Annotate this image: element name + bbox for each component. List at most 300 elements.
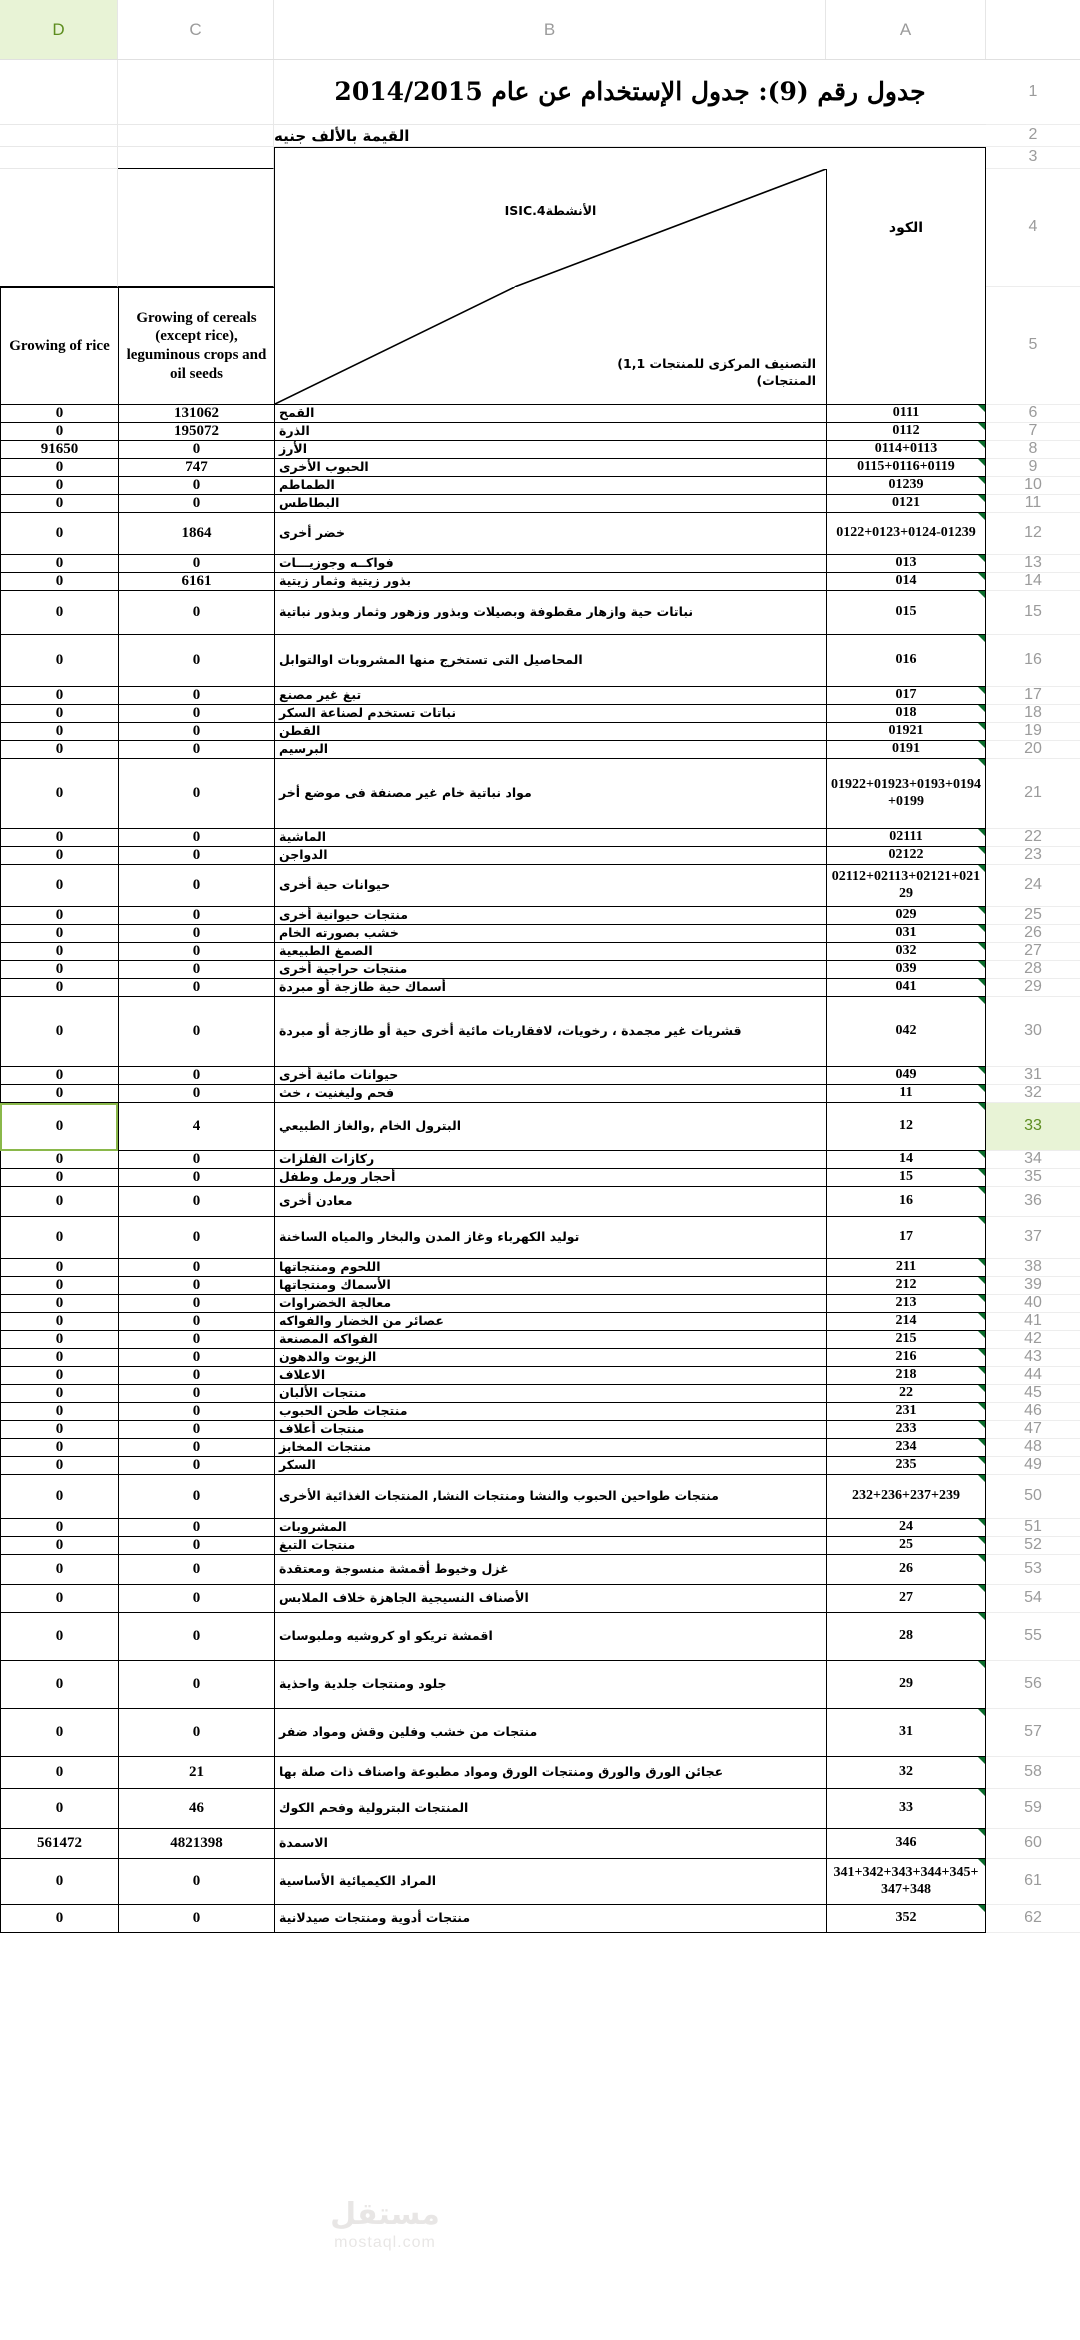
table-row[interactable]	[0, 635, 1080, 687]
table-row[interactable]	[0, 1103, 1080, 1151]
table-row[interactable]	[0, 741, 1080, 759]
cell-code[interactable]: 039	[826, 961, 986, 979]
cell-column-c[interactable]: 0	[118, 441, 274, 459]
table-row[interactable]	[0, 961, 1080, 979]
cell-code[interactable]: 029	[826, 907, 986, 925]
cell-code[interactable]: 15	[826, 1169, 986, 1187]
cell-column-d[interactable]: 0	[0, 1519, 118, 1537]
cell-column-d[interactable]: 0	[0, 705, 118, 723]
cell-column-c[interactable]: 0	[118, 865, 274, 907]
table-row[interactable]	[0, 555, 1080, 573]
cell-column-d[interactable]: 0	[0, 1169, 118, 1187]
cell-code[interactable]: 013	[826, 555, 986, 573]
table-row[interactable]	[0, 591, 1080, 635]
cell-column-d[interactable]: 0	[0, 1385, 118, 1403]
cell-column-c[interactable]: 0	[118, 1585, 274, 1613]
cell-column-c[interactable]: 0	[118, 1067, 274, 1085]
row-number[interactable]: 16	[986, 635, 1080, 687]
cell-product-description[interactable]: حيوانات مائية أخرى	[274, 1067, 826, 1085]
row-number[interactable]: 12	[986, 513, 1080, 555]
cell-code[interactable]: 25	[826, 1537, 986, 1555]
cell-product-description[interactable]: البترول الخام ,والغاز الطبيعي	[274, 1103, 826, 1151]
cell-product-description[interactable]: الاسمدة	[274, 1829, 826, 1859]
cell-code[interactable]: 14	[826, 1151, 986, 1169]
row-number[interactable]: 35	[986, 1169, 1080, 1187]
row-number[interactable]: 51	[986, 1519, 1080, 1537]
cell-code[interactable]: 0115+0116+0119	[826, 459, 986, 477]
column-header-b[interactable]: B	[274, 0, 826, 59]
row-number[interactable]: 26	[986, 925, 1080, 943]
row-number[interactable]: 37	[986, 1217, 1080, 1259]
cell-column-c[interactable]: 0	[118, 1277, 274, 1295]
cell-code[interactable]: 02122	[826, 847, 986, 865]
cell-column-d[interactable]: 0	[0, 1331, 118, 1349]
table-row[interactable]	[0, 723, 1080, 741]
row-number[interactable]: 58	[986, 1757, 1080, 1789]
cell-product-description[interactable]: المحاصيل التى تستخرج منها المشروبات اوالتوابل	[274, 635, 826, 687]
table-row[interactable]	[0, 1661, 1080, 1709]
cell-code[interactable]: 041	[826, 979, 986, 997]
cell-column-c[interactable]: 0	[118, 1331, 274, 1349]
table-row[interactable]	[0, 1331, 1080, 1349]
row-number[interactable]: 53	[986, 1555, 1080, 1585]
cell-column-d[interactable]: 0	[0, 477, 118, 495]
table-row[interactable]	[0, 907, 1080, 925]
cell-column-c[interactable]: 0	[118, 943, 274, 961]
cell-code[interactable]: 29	[826, 1661, 986, 1709]
cell-column-d[interactable]: 0	[0, 925, 118, 943]
cell-column-d[interactable]: 0	[0, 741, 118, 759]
row-number[interactable]: 43	[986, 1349, 1080, 1367]
table-row[interactable]	[0, 1585, 1080, 1613]
cell-column-c[interactable]: 0	[118, 741, 274, 759]
cell-product-description[interactable]: توليد الكهرباء وغاز المدن والبخار والمياه الساخنة	[274, 1217, 826, 1259]
cell-column-d[interactable]: 0	[0, 1661, 118, 1709]
cell-column-d[interactable]: 0	[0, 723, 118, 741]
row-number-2[interactable]: 2	[986, 125, 1080, 147]
cell-column-c[interactable]: 0	[118, 961, 274, 979]
cell-product-description[interactable]: منتجات حيوانية أخرى	[274, 907, 826, 925]
cell-column-d[interactable]: 0	[0, 1295, 118, 1313]
cell-column-c[interactable]: 195072	[118, 423, 274, 441]
row-number[interactable]: 57	[986, 1709, 1080, 1757]
row-number[interactable]: 62	[986, 1905, 1080, 1933]
cell-column-c[interactable]: 0	[118, 591, 274, 635]
cell-product-description[interactable]: تبغ غير مصنع	[274, 687, 826, 705]
cell-column-d[interactable]: 0	[0, 1067, 118, 1085]
cell-column-d[interactable]: 0	[0, 1421, 118, 1439]
cell-column-d[interactable]: 0	[0, 1439, 118, 1457]
cell-column-c[interactable]: 0	[118, 1295, 274, 1313]
cell-code[interactable]: 017	[826, 687, 986, 705]
cell-code[interactable]: 211	[826, 1259, 986, 1277]
cell-column-d[interactable]: 0	[0, 513, 118, 555]
row-number[interactable]: 30	[986, 997, 1080, 1067]
cell-code[interactable]: 01922+01923+0193+0194+0199	[826, 759, 986, 829]
row-number[interactable]: 7	[986, 423, 1080, 441]
cell-column-d[interactable]: 0	[0, 865, 118, 907]
table-row[interactable]	[0, 997, 1080, 1067]
row-number[interactable]: 20	[986, 741, 1080, 759]
cell-code[interactable]: 01239	[826, 477, 986, 495]
cell-code[interactable]: 232+236+237+239	[826, 1475, 986, 1519]
cell-product-description[interactable]: حيوانات حية أخرى	[274, 865, 826, 907]
cell-column-d[interactable]: 0	[0, 759, 118, 829]
cell-code[interactable]: 341+342+343+344+345+347+348	[826, 1859, 986, 1905]
row-number[interactable]: 55	[986, 1613, 1080, 1661]
cell-product-description[interactable]: البرسيم	[274, 741, 826, 759]
row-number[interactable]: 17	[986, 687, 1080, 705]
table-row[interactable]	[0, 705, 1080, 723]
cell-column-d[interactable]: 0	[0, 1613, 118, 1661]
table-row[interactable]	[0, 1067, 1080, 1085]
row-number[interactable]: 6	[986, 405, 1080, 423]
cell-code[interactable]: 049	[826, 1067, 986, 1085]
row-number[interactable]: 45	[986, 1385, 1080, 1403]
table-row[interactable]	[0, 1367, 1080, 1385]
row-number[interactable]: 18	[986, 705, 1080, 723]
cell-column-d[interactable]: 0	[0, 1789, 118, 1829]
row-number[interactable]: 25	[986, 907, 1080, 925]
table-row[interactable]	[0, 1085, 1080, 1103]
table-row[interactable]	[0, 1313, 1080, 1331]
row-number[interactable]: 56	[986, 1661, 1080, 1709]
cell-product-description[interactable]: الصمغ الطبيعية	[274, 943, 826, 961]
cell-product-description[interactable]: أحجار ورمل وطفل	[274, 1169, 826, 1187]
row-number[interactable]: 60	[986, 1829, 1080, 1859]
row-number[interactable]: 39	[986, 1277, 1080, 1295]
cell-product-description[interactable]: منتجات المخابز	[274, 1439, 826, 1457]
cell-column-c[interactable]: 0	[118, 925, 274, 943]
row-number[interactable]: 52	[986, 1537, 1080, 1555]
cell-code[interactable]: 234	[826, 1439, 986, 1457]
cell-column-c[interactable]: 0	[118, 1349, 274, 1367]
row-number[interactable]: 29	[986, 979, 1080, 997]
table-row[interactable]	[0, 1277, 1080, 1295]
column-header-d[interactable]: D	[0, 0, 118, 59]
cell-product-description[interactable]: معادن أخرى	[274, 1187, 826, 1217]
table-row[interactable]	[0, 1217, 1080, 1259]
row-number[interactable]: 24	[986, 865, 1080, 907]
table-row[interactable]	[0, 513, 1080, 555]
table-row[interactable]	[0, 1421, 1080, 1439]
cell-column-c[interactable]: 0	[118, 907, 274, 925]
cell-column-c[interactable]: 0	[118, 1475, 274, 1519]
cell-code[interactable]: 216	[826, 1349, 986, 1367]
cell-column-d[interactable]: 0	[0, 1403, 118, 1421]
cell-column-d[interactable]: 0	[0, 1277, 118, 1295]
cell-column-d[interactable]: 0	[0, 829, 118, 847]
table-row[interactable]	[0, 1555, 1080, 1585]
cell-column-d[interactable]: 0	[0, 495, 118, 513]
cell-column-d[interactable]: 0	[0, 1555, 118, 1585]
table-row[interactable]	[0, 1757, 1080, 1789]
row-number[interactable]: 21	[986, 759, 1080, 829]
row-number[interactable]: 23	[986, 847, 1080, 865]
cell-code[interactable]: 231	[826, 1403, 986, 1421]
row-number[interactable]: 46	[986, 1403, 1080, 1421]
cell-product-description[interactable]: غزل وخيوط أقمشة منسوجة ومعتقدة	[274, 1555, 826, 1585]
cell-code[interactable]: 016	[826, 635, 986, 687]
cell-column-c[interactable]: 1864	[118, 513, 274, 555]
cell-column-c[interactable]: 46	[118, 1789, 274, 1829]
cell-product-description[interactable]: المراد الكيميائية الأساسية	[274, 1859, 826, 1905]
table-row[interactable]	[0, 1439, 1080, 1457]
cell-column-c[interactable]: 0	[118, 1439, 274, 1457]
cell-column-d[interactable]: 0	[0, 591, 118, 635]
table-row[interactable]	[0, 1403, 1080, 1421]
cell-product-description[interactable]: نباتات حية وازهار مقطوفة وبصيلات وبذور وزهور وثمار وبذور نباتية	[274, 591, 826, 635]
table-row[interactable]	[0, 1789, 1080, 1829]
table-row[interactable]	[0, 423, 1080, 441]
cell-column-d[interactable]: 0	[0, 1313, 118, 1331]
row-number[interactable]: 59	[986, 1789, 1080, 1829]
row-number[interactable]: 15	[986, 591, 1080, 635]
cell-product-description[interactable]: قشريات غير مجمدة ، رخويات، لافقاريات مائية أخرى حية أو طازجة أو مبردة	[274, 997, 826, 1067]
cell-column-d[interactable]: 0	[0, 961, 118, 979]
cell-code[interactable]: 28	[826, 1613, 986, 1661]
cell-product-description[interactable]: بذور زيتية وثمار زيتية	[274, 573, 826, 591]
row-number[interactable]: 22	[986, 829, 1080, 847]
cell-column-c[interactable]: 0	[118, 1169, 274, 1187]
cell-code[interactable]: 014	[826, 573, 986, 591]
cell-code[interactable]: 0122+0123+0124-01239	[826, 513, 986, 555]
cell-column-c[interactable]: 0	[118, 723, 274, 741]
cell-product-description[interactable]: الحبوب الأخرى	[274, 459, 826, 477]
cell-code[interactable]: 042	[826, 997, 986, 1067]
table-row[interactable]	[0, 477, 1080, 495]
cell-column-d[interactable]: 0	[0, 1457, 118, 1475]
table-row[interactable]	[0, 1537, 1080, 1555]
row-number[interactable]: 49	[986, 1457, 1080, 1475]
cell-code[interactable]: 233	[826, 1421, 986, 1439]
cell-column-c[interactable]: 0	[118, 847, 274, 865]
table-row[interactable]	[0, 829, 1080, 847]
cell-product-description[interactable]: منتجات أعلاف	[274, 1421, 826, 1439]
cell-column-c[interactable]: 0	[118, 759, 274, 829]
cell-product-description[interactable]: منتجات الألبان	[274, 1385, 826, 1403]
cell-column-d[interactable]: 0	[0, 1585, 118, 1613]
cell-product-description[interactable]: القمح	[274, 405, 826, 423]
table-row[interactable]	[0, 1905, 1080, 1933]
row-number-3[interactable]: 3	[986, 147, 1080, 169]
cell-product-description[interactable]: اللحوم ومنتجاتها	[274, 1259, 826, 1277]
row-number[interactable]: 11	[986, 495, 1080, 513]
cell-column-c[interactable]: 0	[118, 1259, 274, 1277]
cell-code[interactable]: 26	[826, 1555, 986, 1585]
row-number[interactable]: 34	[986, 1151, 1080, 1169]
cell-column-d[interactable]: 0	[0, 1905, 118, 1933]
cell-column-d[interactable]: 0	[0, 459, 118, 477]
cell-column-d[interactable]: 0	[0, 555, 118, 573]
table-row[interactable]	[0, 979, 1080, 997]
cell-product-description[interactable]: منتجات من خشب وفلين وقش ومواد ضفر	[274, 1709, 826, 1757]
row-number[interactable]: 36	[986, 1187, 1080, 1217]
cell-code[interactable]: 24	[826, 1519, 986, 1537]
cell-column-c[interactable]: 0	[118, 1555, 274, 1585]
row-number[interactable]: 61	[986, 1859, 1080, 1905]
cell-code[interactable]: 0112	[826, 423, 986, 441]
row-number[interactable]: 50	[986, 1475, 1080, 1519]
cell-product-description[interactable]: القطن	[274, 723, 826, 741]
cell-code[interactable]: 01921	[826, 723, 986, 741]
table-row[interactable]	[0, 865, 1080, 907]
row-number[interactable]: 42	[986, 1331, 1080, 1349]
row-number[interactable]: 33	[986, 1103, 1080, 1151]
cell-column-d[interactable]: 561472	[0, 1829, 118, 1859]
cell-product-description[interactable]: الفواكه المصنعة	[274, 1331, 826, 1349]
cell-code[interactable]: 12	[826, 1103, 986, 1151]
cell-column-c[interactable]: 0	[118, 1421, 274, 1439]
cell-product-description[interactable]: ركازات الفلزات	[274, 1151, 826, 1169]
cell-column-d[interactable]: 0	[0, 687, 118, 705]
row-number[interactable]: 27	[986, 943, 1080, 961]
cell-code[interactable]: 02112+02113+02121+02129	[826, 865, 986, 907]
cell-code[interactable]: 0191	[826, 741, 986, 759]
table-row[interactable]	[0, 459, 1080, 477]
table-row[interactable]	[0, 1385, 1080, 1403]
cell-column-c[interactable]: 0	[118, 1313, 274, 1331]
row-number[interactable]: 32	[986, 1085, 1080, 1103]
cell-column-d[interactable]: 0	[0, 573, 118, 591]
cell-column-c[interactable]: 0	[118, 705, 274, 723]
cell-code[interactable]: 235	[826, 1457, 986, 1475]
cell-column-d[interactable]: 0	[0, 907, 118, 925]
table-row[interactable]	[0, 1295, 1080, 1313]
table-row[interactable]	[0, 1151, 1080, 1169]
cell-code[interactable]: 0111	[826, 405, 986, 423]
cell-product-description[interactable]: منتجات طواحين الحبوب والنشا ومنتجات النشا, المنتجات الغذائية الأخرى	[274, 1475, 826, 1519]
cell-code[interactable]: 352	[826, 1905, 986, 1933]
table-row[interactable]	[0, 1519, 1080, 1537]
cell-column-c[interactable]: 0	[118, 635, 274, 687]
cell-product-description[interactable]: الذرة	[274, 423, 826, 441]
cell-column-d[interactable]: 0	[0, 1187, 118, 1217]
table-row[interactable]	[0, 943, 1080, 961]
cell-code[interactable]: 215	[826, 1331, 986, 1349]
cell-product-description[interactable]: عصائر من الخضار والفواكه	[274, 1313, 826, 1331]
cell-product-description[interactable]: الأسماك ومنتجاتها	[274, 1277, 826, 1295]
cell-product-description[interactable]: جلود ومنتجات جلدية واحذية	[274, 1661, 826, 1709]
row-number[interactable]: 31	[986, 1067, 1080, 1085]
cell-code[interactable]: 213	[826, 1295, 986, 1313]
cell-column-c[interactable]: 4	[118, 1103, 274, 1151]
cell-product-description[interactable]: الاعلاف	[274, 1367, 826, 1385]
cell-product-description[interactable]: السكر	[274, 1457, 826, 1475]
cell-code[interactable]: 33	[826, 1789, 986, 1829]
cell-product-description[interactable]: مواد نباتية خام غير مصنفة فى موضع أخر	[274, 759, 826, 829]
row-number[interactable]: 44	[986, 1367, 1080, 1385]
cell-column-d[interactable]: 0	[0, 1537, 118, 1555]
cell-column-c[interactable]: 0	[118, 1085, 274, 1103]
cell-product-description[interactable]: عجائن الورق والورق ومنتجات الورق ومواد مطبوعة واصناف ذات صلة بها	[274, 1757, 826, 1789]
row-number[interactable]: 48	[986, 1439, 1080, 1457]
cell-code[interactable]: 02111	[826, 829, 986, 847]
cell-column-d[interactable]: 0	[0, 1103, 118, 1151]
cell-column-d[interactable]: 0	[0, 943, 118, 961]
cell-column-d[interactable]: 0	[0, 1085, 118, 1103]
row-number-4[interactable]: 4	[986, 169, 1080, 287]
cell-column-c[interactable]: 0	[118, 1385, 274, 1403]
row-number[interactable]: 13	[986, 555, 1080, 573]
cell-column-c[interactable]: 0	[118, 1613, 274, 1661]
row-number[interactable]: 54	[986, 1585, 1080, 1613]
table-row[interactable]	[0, 441, 1080, 459]
row-number[interactable]: 8	[986, 441, 1080, 459]
cell-column-d[interactable]: 0	[0, 979, 118, 997]
cell-column-c[interactable]: 747	[118, 459, 274, 477]
table-row[interactable]	[0, 847, 1080, 865]
cell-product-description[interactable]: منتجات طحن الحبوب	[274, 1403, 826, 1421]
cell-column-c[interactable]: 0	[118, 1905, 274, 1933]
cell-column-c[interactable]: 0	[118, 1859, 274, 1905]
cell-code[interactable]: 17	[826, 1217, 986, 1259]
cell-column-c[interactable]: 4821398	[118, 1829, 274, 1859]
cell-column-d[interactable]: 0	[0, 1367, 118, 1385]
table-row[interactable]	[0, 1457, 1080, 1475]
cell-product-description[interactable]: منتجات التبغ	[274, 1537, 826, 1555]
cell-column-c[interactable]: 6161	[118, 573, 274, 591]
table-row[interactable]	[0, 1169, 1080, 1187]
table-row[interactable]	[0, 925, 1080, 943]
row-number-5[interactable]: 5	[986, 287, 1080, 405]
cell-column-c[interactable]: 0	[118, 997, 274, 1067]
cell-code[interactable]: 31	[826, 1709, 986, 1757]
table-row[interactable]	[0, 1709, 1080, 1757]
cell-column-d[interactable]: 0	[0, 1475, 118, 1519]
cell-column-c[interactable]: 0	[118, 1537, 274, 1555]
table-row[interactable]	[0, 495, 1080, 513]
cell-column-c[interactable]: 0	[118, 1367, 274, 1385]
cell-code[interactable]: 214	[826, 1313, 986, 1331]
cell-column-c[interactable]: 0	[118, 1187, 274, 1217]
cell-column-d[interactable]: 0	[0, 1757, 118, 1789]
table-row[interactable]	[0, 1259, 1080, 1277]
table-row[interactable]	[0, 1187, 1080, 1217]
cell-code[interactable]: 218	[826, 1367, 986, 1385]
table-row[interactable]	[0, 1475, 1080, 1519]
cell-column-d[interactable]: 0	[0, 847, 118, 865]
cell-product-description[interactable]: فحم وليغنيت ، خث	[274, 1085, 826, 1103]
cell-column-c[interactable]: 0	[118, 1403, 274, 1421]
cell-column-c[interactable]: 0	[118, 1661, 274, 1709]
row-number[interactable]: 47	[986, 1421, 1080, 1439]
cell-product-description[interactable]: منتجات حراجية أخرى	[274, 961, 826, 979]
row-number[interactable]: 28	[986, 961, 1080, 979]
table-row[interactable]	[0, 1613, 1080, 1661]
cell-product-description[interactable]: الزيوت والدهون	[274, 1349, 826, 1367]
cell-code[interactable]: 015	[826, 591, 986, 635]
row-number-1[interactable]: 1	[986, 60, 1080, 125]
cell-column-d[interactable]: 0	[0, 405, 118, 423]
cell-product-description[interactable]: البطاطس	[274, 495, 826, 513]
cell-product-description[interactable]: الأصناف النسيجية الجاهزة خلاف الملابس	[274, 1585, 826, 1613]
cell-product-description[interactable]: الطماطم	[274, 477, 826, 495]
cell-product-description[interactable]: معالجة الخضراوات	[274, 1295, 826, 1313]
cell-column-d[interactable]: 0	[0, 1151, 118, 1169]
cell-column-d[interactable]: 91650	[0, 441, 118, 459]
cell-column-d[interactable]: 0	[0, 1217, 118, 1259]
cell-column-d[interactable]: 0	[0, 1349, 118, 1367]
cell-column-c[interactable]: 0	[118, 495, 274, 513]
cell-code[interactable]: 0114+0113	[826, 441, 986, 459]
column-header-a[interactable]: A	[826, 0, 986, 59]
cell-code[interactable]: 11	[826, 1085, 986, 1103]
row-number[interactable]: 41	[986, 1313, 1080, 1331]
cell-column-d[interactable]: 0	[0, 1859, 118, 1905]
cell-code[interactable]: 346	[826, 1829, 986, 1859]
table-row[interactable]	[0, 1829, 1080, 1859]
